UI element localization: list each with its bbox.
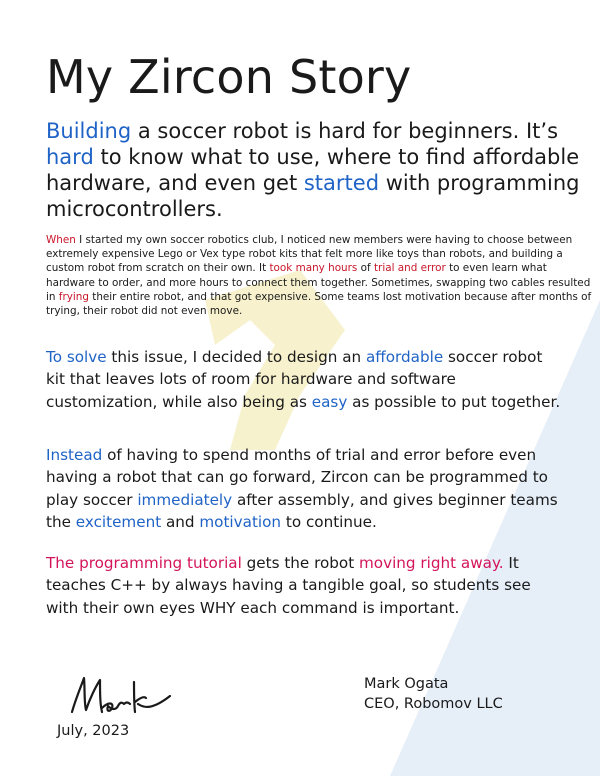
- tutorial-paragraph: [46, 552, 546, 619]
- body-text: soccer robot kit that leaves lots of room for hardware and software customization, while also being as: [46, 348, 543, 411]
- date: July, 2023: [57, 723, 130, 739]
- body-text: after assembly, and gives beginner teams the: [46, 490, 558, 532]
- highlight-text: trial and error: [373, 262, 446, 275]
- highlight-text: Instead: [46, 446, 103, 464]
- highlight-text: The programming tutorial: [46, 554, 242, 572]
- body-text: I started my own soccer robotics club, I noticed new members were having to choose between extremely expensive Lego or Vex type robot kits that felt more like toys than robots, and building a custom robot from scratch on their own. It: [46, 234, 573, 275]
- body-text: to even learn what hardware to order, and more hours to connect them together. Sometimes, swapping two cables resulted in: [46, 262, 591, 303]
- page-title: My Zircon Story: [46, 50, 412, 104]
- body-text: with programming microcontrollers.: [46, 171, 580, 221]
- lead-paragraph: [46, 118, 586, 222]
- highlight-text: Building: [46, 119, 132, 143]
- author-name: Mark Ogata: [364, 676, 449, 692]
- author-title: CEO, Robomov LLC: [364, 696, 503, 712]
- highlight-text: motivation: [199, 513, 282, 532]
- highlight-text: easy: [311, 392, 348, 411]
- highlight-text: frying: [58, 290, 89, 303]
- signature-image: [62, 668, 182, 724]
- highlight-text: To solve: [46, 348, 107, 366]
- body-text: to continue.: [281, 513, 377, 532]
- body-text: and: [161, 513, 200, 532]
- highlight-text: excitement: [75, 513, 162, 532]
- highlight-text: affordable: [365, 348, 444, 366]
- body-text: gets the robot: [241, 554, 360, 572]
- body-text: as possible to put together.: [347, 392, 561, 411]
- body-text: a soccer robot is hard for beginners. It’s: [131, 119, 559, 143]
- highlight-text: immediately: [137, 490, 233, 509]
- highlight-text: took many hours: [269, 262, 358, 275]
- body-text: It teaches C++ by always having a tangible goal, so students see with their own eyes WHY each command is important.: [46, 554, 531, 617]
- highlight-text: hard: [46, 145, 94, 169]
- body-text: of: [357, 262, 374, 275]
- highlight-text: moving right away.: [359, 554, 504, 572]
- body-text: this issue, I decided to design an: [106, 348, 366, 366]
- highlight-text: When: [46, 234, 76, 246]
- body-text: to know what to use, where to find affordable hardware, and even get: [46, 145, 580, 195]
- body-text: their entire robot, and that got expensive. Some teams lost motivation because after months of trying, their robot did not even move.: [46, 290, 592, 318]
- highlight-text: started: [303, 171, 380, 195]
- body-text: of having to spend months of trial and error before even having a robot that can go forward, Zircon can be programmed to play soccer: [46, 446, 548, 509]
- story-paragraph: [46, 233, 592, 318]
- benefit-paragraph: [46, 444, 566, 534]
- solution-paragraph: [46, 346, 566, 413]
